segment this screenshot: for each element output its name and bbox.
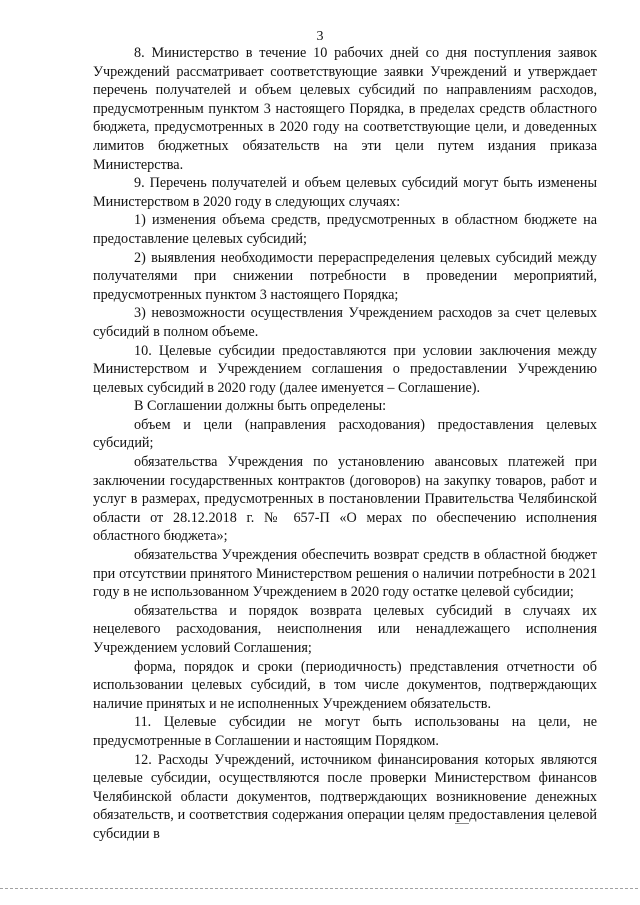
paragraph-9-item-1: 1) изменения объема средств, предусмотренных в областном бюджете на предоставление целевых субсидий; (93, 212, 597, 247)
scan-mark (455, 823, 469, 824)
paragraph-10: 10. Целевые субсидии предоставляются при условии заключения между Министерством и Учреждением соглашения о предоставлении Учреждению целевых субсидий в 2020 году (далее именуется – Соглашение). (93, 342, 597, 396)
agreement-term-misuse-return: обязательства и порядок возврата целевых субсидий в случаях их нецелевого расходования, неисполнения или ненадлежащего исполнения Учреждением условий Соглашения; (93, 602, 597, 656)
scan-bottom-edge (0, 888, 640, 889)
paragraph-11: 11. Целевые субсидии не могут быть использованы на цели, не предусмотренные в Соглашении и настоящим Порядком. (93, 714, 597, 749)
paragraph-8: 8. Министерство в течение 10 рабочих дней со дня поступления заявок Учреждений рассматривает соответствующие заявки Учреждений и утверждает перечень получателей и объем целевых субсидий по направлениям расходов, предусмотренным пунктом 3 настоящего Порядка, в пределах средств областного бюджета, предусмотренных в 2020 году на соответствующие цели, и доведенных лимитов бюджетных обязательств на эти цели путем издания приказа Министерства. (93, 45, 597, 173)
agreement-term-advance-payments: обязательства Учреждения по установлению авансовых платежей при заключении государственных контрактов (договоров) на закупку товаров, работ и услуг в размерах, предусмотренных в постановлении Правительства Челябинской области от 28.12.2018 г. № 657-П «О мерах по обеспечению исполнения областного бюджета»; (93, 454, 597, 545)
agreement-term-reporting: форма, порядок и сроки (периодичность) представления отчетности об использовании целевых субсидий, в том числе документов, подтверждающих наличие принятых и не исполненных Учреждением обязательств. (93, 658, 597, 712)
agreement-term-volume-and-purpose: объем и цели (направления расходования) предоставления целевых субсидий; (93, 416, 597, 452)
document-body (93, 44, 597, 844)
paragraph-9-item-3: 3) невозможности осуществления Учреждением расходов за счет целевых субсидий в полном объеме. (93, 305, 597, 340)
paragraph-9-item-2: 2) выявления необходимости перераспределения целевых субсидий между получателями при снижении потребности в проведении мероприятий, предусмотренных пунктом 3 настоящего Порядка; (93, 249, 597, 303)
page-number: 3 (316, 29, 324, 44)
agreement-terms-heading: В Соглашении должны быть определены: (134, 398, 387, 415)
agreement-term-return-of-funds: обязательства Учреждения обеспечить возврат средств в областной бюджет при отсутствии принятого Министерством решения о наличии потребности в 2021 году в не использованном Учреждением в 2020 году остатке целевой субсидии; (93, 547, 597, 601)
paragraph-9: 9. Перечень получателей и объем целевых субсидий могут быть изменены Министерством в 2020 году в следующих случаях: (93, 175, 597, 210)
paragraph-12: 12. Расходы Учреждений, источником финансирования которых являются целевые субсидии, осуществляются после проверки Министерством финансов Челябинской области документов, подтверждающих возникновение денежных обязательств, и соответствия содержания операции целям предоставления целевой субсидии в (93, 751, 597, 842)
